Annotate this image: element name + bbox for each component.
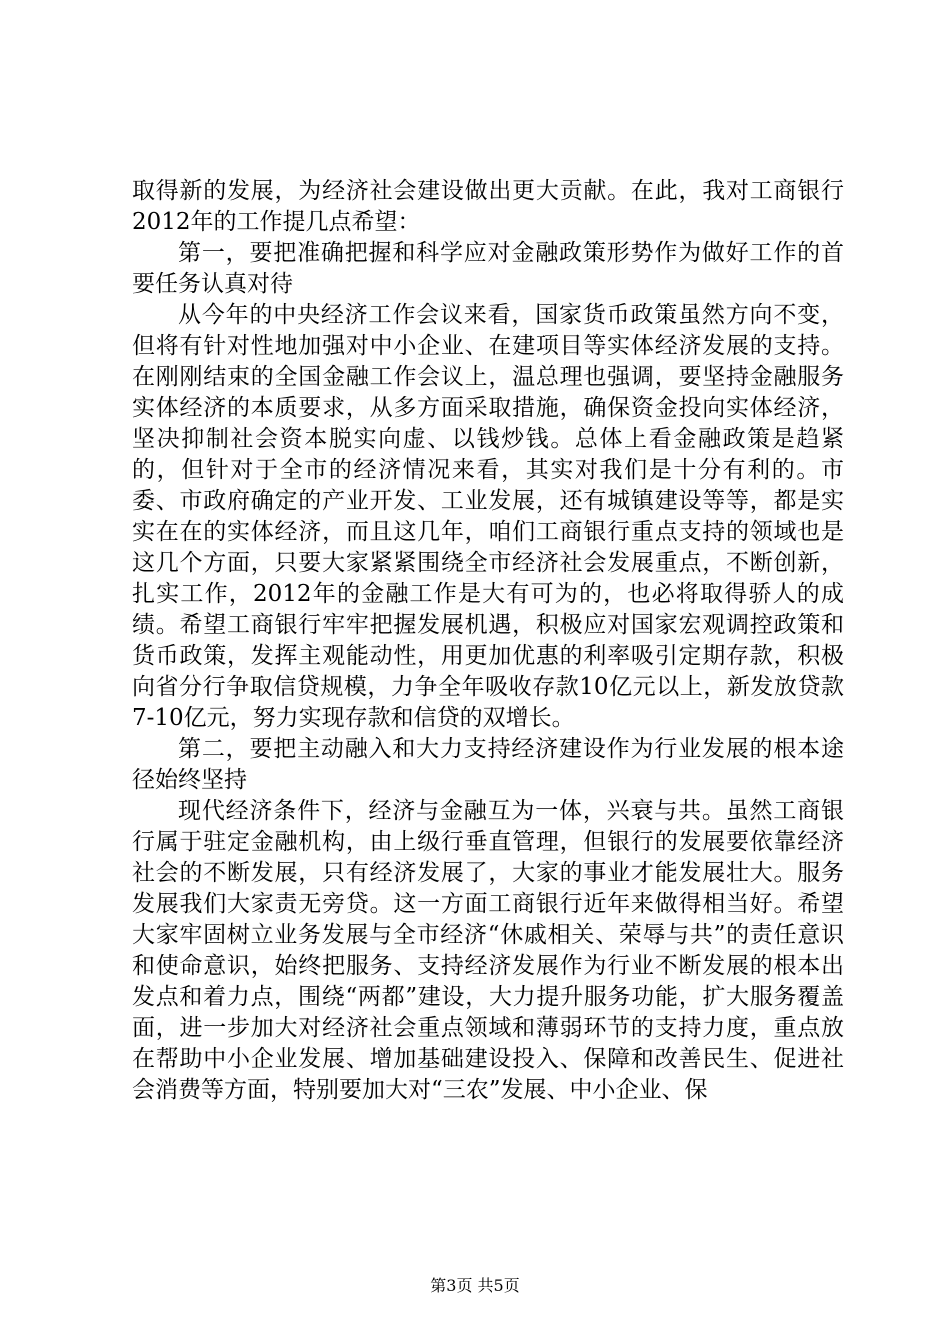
- paragraph-point-two: 现代经济条件下，经济与金融互为一体，兴衰与共。虽然工商银行属于驻定金融机构，由上级行垂直管理，但银行的发展要依靠经济社会的不断发展，只有经济发展了，大家的事业才能发展壮大。服务发展我们大家责无旁贷。这一方面工商银行近年来做得相当好。希望大家牢固树立业务发展与全市经济“休戚相关、荣辱与共”的责任意识和使命意识，始终把服务、支持经济发展作为行业不断发展的根本出发点和着力点，围绕“两都”建设，大力提升服务功能，扩大服务覆盖面，进一步加大对经济社会重点领域和薄弱环节的支持力度，重点放在帮助中小企业发展、增加基础建设投入、保障和改善民生、促进社会消费等方面，特别要加大对“三农”发展、中小企业、保: [132, 798, 844, 1103]
- document-body: [132, 176, 844, 1106]
- paragraph-point-one: 从今年的中央经济工作会议来看，国家货币政策虽然方向不变，但将有针对性地加强对中小企业、在建项目等实体经济发展的支持。在刚刚结束的全国金融工作会议上，温总理也强调，要坚持金融服务实体经济的本质要求，从多方面采取措施，确保资金投向实体经济，坚决抑制社会资本脱实向虚、以钱炒钱。总体上看金融政策是趋紧的，但针对于全市的经济情况来看，其实对我们是十分有利的。市委、市政府确定的产业开发、工业发展，还有城镇建设等等，都是实实在在的实体经济，而且这几年，咱们工商银行重点支持的领域也是这几个方面，只要大家紧紧围绕全市经济社会发展重点，不断创新，扎实工作，2012年的金融工作是大有可为的，也必将取得骄人的成绩。希望工商银行牢牢把握发展机遇，积极应对国家宏观调控政策和货币政策，发挥主观能动性，用更加优惠的利率吸引定期存款，积极向省分行争取信贷规模，力争全年吸收存款10亿元以上，新发放贷款7-10亿元，努力实现存款和信贷的双增长。: [132, 302, 844, 731]
- paragraph-intro: 取得新的发展，为经济社会建设做出更大贡献。在此，我对工商银行2012年的工作提几点希望：: [132, 178, 844, 235]
- heading-point-two: 第二，要把主动融入和大力支持经济建设作为行业发展的根本途径始终坚持: [132, 736, 844, 793]
- page-number-footer: 第3页 共5页: [430, 1276, 520, 1295]
- heading-point-one: 第一，要把准确把握和科学应对金融政策形势作为做好工作的首要任务认真对待: [132, 240, 844, 297]
